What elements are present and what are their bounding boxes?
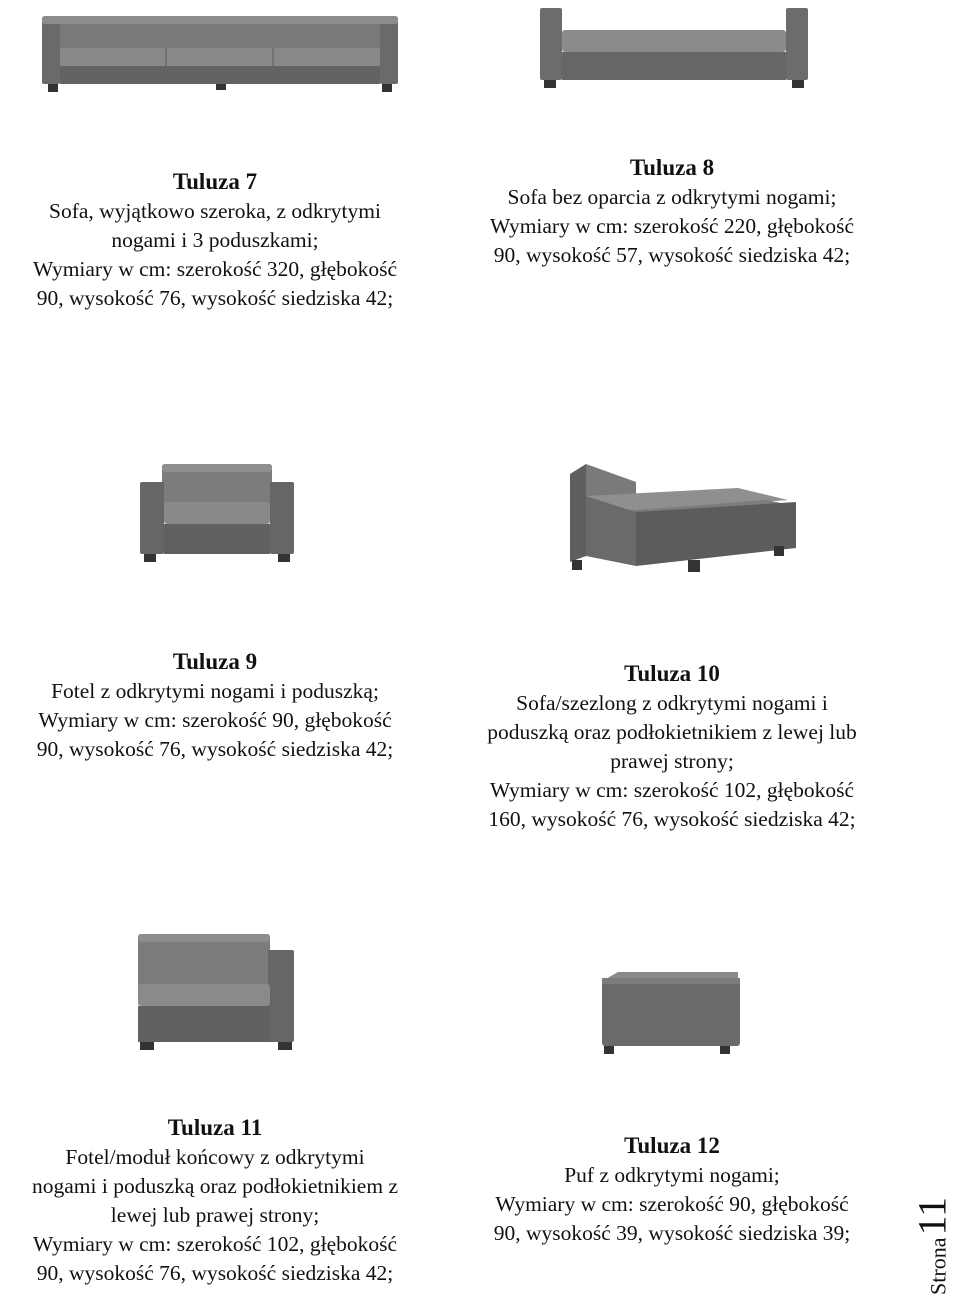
product-caption-tuluza-8 (452, 152, 892, 270)
product-dimensions-line: 90, wysokość 57, wysokość siedziska 42; (493, 243, 851, 267)
product-image-tuluza-11 (134, 930, 298, 1052)
product-description-line: nogami i 3 poduszkami; (111, 228, 319, 252)
page-number (909, 1184, 955, 1308)
product-dimensions-line: 90, wysokość 76, wysokość siedziska 42; (36, 1261, 394, 1285)
product-caption-tuluza-12 (452, 1130, 892, 1248)
product-dimensions-line: Wymiary w cm: szerokość 90, głębokość (495, 1192, 849, 1216)
product-description-line: poduszką oraz podłokietnikiem z lewej lub (487, 720, 857, 744)
product-caption-tuluza-11 (0, 1112, 430, 1288)
product-dimensions-line: 160, wysokość 76, wysokość siedziska 42; (488, 807, 856, 831)
product-description-line: lewej lub prawej strony; (110, 1203, 320, 1227)
product-title: Tuluza 12 (624, 1133, 720, 1158)
product-image-tuluza-7 (40, 6, 400, 94)
product-description-line: Fotel/moduł końcowy z odkrytymi (65, 1145, 365, 1169)
product-caption-tuluza-7 (0, 166, 430, 313)
product-image-tuluza-8 (538, 4, 810, 88)
product-dimensions-line: Wymiary w cm: szerokość 102, głębokość (32, 1232, 398, 1256)
page-number-label: Strona (925, 1237, 951, 1295)
product-caption-tuluza-10 (452, 658, 892, 834)
product-dimensions-line: 90, wysokość 39, wysokość siedziska 39; (493, 1221, 851, 1245)
page-number-value: 11 (909, 1197, 955, 1236)
product-description-line: Puf z odkrytymi nogami; (564, 1163, 780, 1187)
product-image-tuluza-9 (136, 460, 298, 564)
product-image-tuluza-10 (566, 456, 804, 576)
product-description-line: prawej strony; (610, 749, 734, 773)
product-title: Tuluza 9 (172, 649, 258, 674)
product-description-line: Fotel z odkrytymi nogami i poduszką; (51, 679, 379, 703)
product-title: Tuluza 10 (624, 661, 720, 686)
product-dimensions-line: Wymiary w cm: szerokość 220, głębokość (489, 214, 855, 238)
product-title: Tuluza 11 (167, 1115, 263, 1140)
product-title: Tuluza 8 (629, 155, 715, 180)
product-caption-tuluza-9 (0, 646, 430, 764)
product-title: Tuluza 7 (172, 169, 258, 194)
product-dimensions-line: 90, wysokość 76, wysokość siedziska 42; (36, 737, 394, 761)
product-dimensions-line: Wymiary w cm: szerokość 102, głębokość (489, 778, 855, 802)
product-description-line: Sofa, wyjątkowo szeroka, z odkrytymi (49, 199, 381, 223)
product-dimensions-line: Wymiary w cm: szerokość 90, głębokość (38, 708, 392, 732)
product-dimensions-line: Wymiary w cm: szerokość 320, głębokość (32, 257, 398, 281)
product-description-line: Sofa/szezlong z odkrytymi nogami i (516, 691, 828, 715)
product-dimensions-line: 90, wysokość 76, wysokość siedziska 42; (36, 286, 394, 310)
product-description-line: nogami i poduszką oraz podłokietnikiem z (31, 1174, 398, 1198)
product-description-line: Sofa bez oparcia z odkrytymi nogami; (507, 185, 837, 209)
product-image-tuluza-12 (598, 970, 744, 1056)
